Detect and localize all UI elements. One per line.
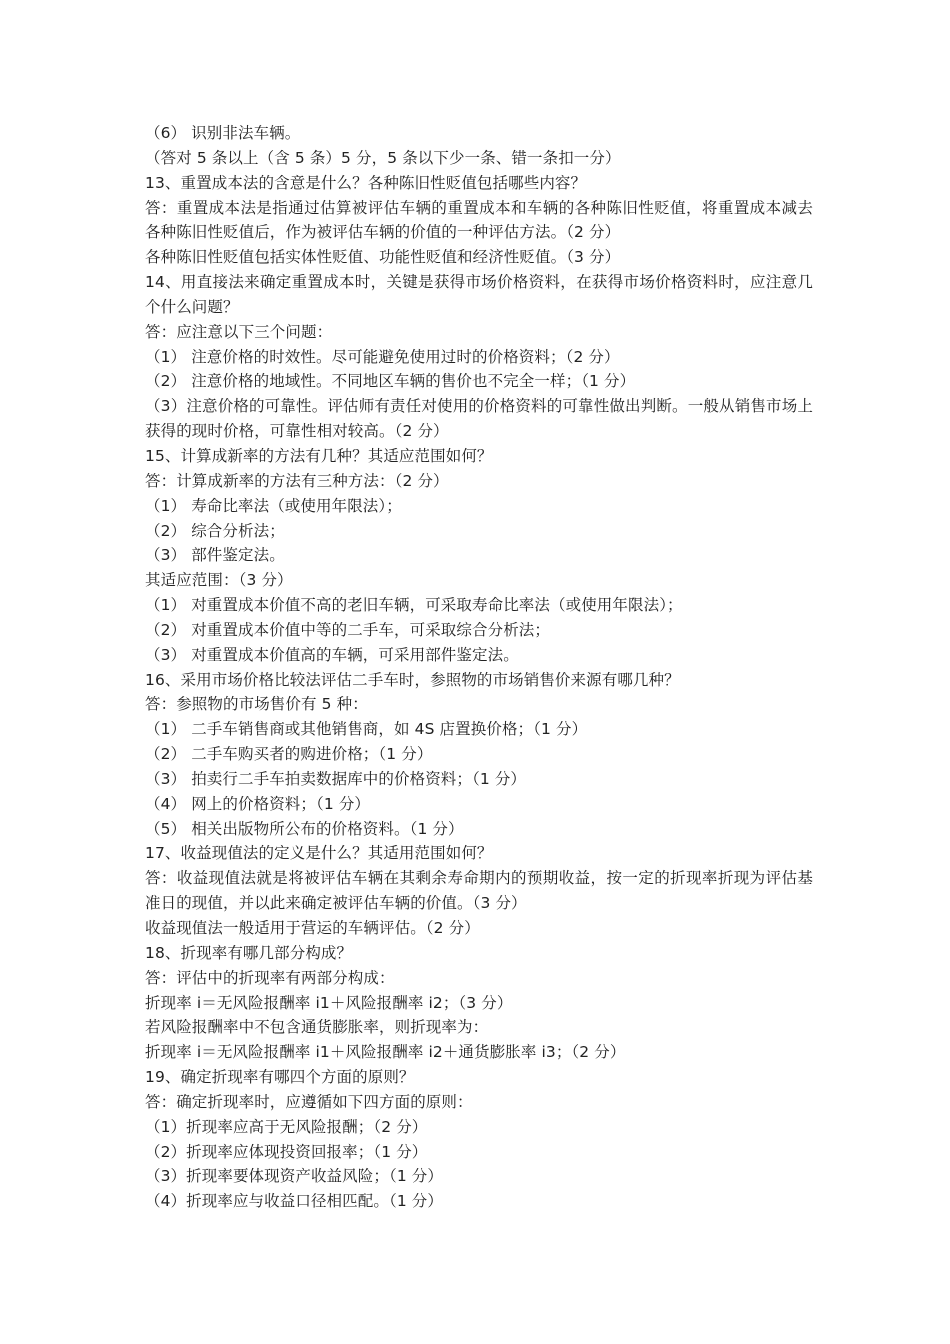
text-line: （3）折现率要体现资产收益风险；（1 分） (145, 1167, 444, 1186)
text-line: 答：重置成本法是指通过估算被评估车辆的重置成本和车辆的各种陈旧性贬值，将重置成本减去各种陈旧性贬值后，作为被评估车辆的价值的一种评估方法。（2 分） (145, 198, 813, 242)
text-line: （2） 对重置成本价值中等的二手车，可采取综合分析法； (145, 620, 550, 639)
text-line: 若风险报酬率中不包含通货膨胀率，则折现率为： (145, 1018, 489, 1037)
text-line: （1） 注意价格的时效性。尽可能避免使用过时的价格资料；（2 分） (145, 347, 620, 366)
text-line: （6） 识别非法车辆。 (145, 124, 301, 142)
text-line: 折现率 i＝无风险报酬率 i1＋风险报酬率 i2；（3 分） (145, 993, 513, 1012)
text-line: 14、用直接法来确定重置成本时，关键是获得市场价格资料，在获得市场价格资料时，应注意几个什么问题？ (145, 273, 813, 316)
text-line: （3） 对重置成本价值高的车辆，可采用部件鉴定法。 (145, 645, 519, 664)
text-line: 17、收益现值法的定义是什么？其适用范围如何？ (145, 844, 493, 863)
text-line: 13、重置成本法的含意是什么？各种陈旧性贬值包括哪些内容？ (145, 173, 587, 192)
text-line: 折现率 i＝无风险报酬率 i1＋风险报酬率 i2＋通货膨胀率 i3；（2 分） (145, 1043, 626, 1062)
text-line: （3） 拍卖行二手车拍卖数据库中的价格资料；（1 分） (145, 769, 527, 788)
text-line: （3）注意价格的可靠性。评估师有责任对使用的价格资料的可靠性做出判断。一般从销售市场上获得的现时价格，可靠性相对较高。（2 分） (145, 397, 813, 441)
text-line: （1） 对重置成本价值不高的老旧车辆，可采取寿命比率法（或使用年限法）； (145, 596, 683, 615)
text-line: （2） 注意价格的地域性。不同地区车辆的售价也不完全一样；（1 分） (145, 372, 636, 391)
text-line: 答：评估中的折现率有两部分构成： (145, 968, 395, 987)
text-line: （2）折现率应体现投资回报率；（1 分） (145, 1142, 428, 1161)
text-line: （1）折现率应高于无风险报酬；（2 分） (145, 1117, 428, 1136)
text-line: （1） 二手车销售商或其他销售商，如 4S 店置换价格；（1 分） (145, 720, 588, 739)
text-line: 其适应范围：（3 分） (145, 571, 293, 590)
document-body (145, 121, 813, 1214)
text-line: （2） 二手车购买者的购进价格；（1 分） (145, 745, 433, 764)
text-line: （1） 寿命比率法（或使用年限法）； (145, 496, 402, 515)
text-line: 答：确定折现率时，应遵循如下四方面的原则： (145, 1092, 473, 1111)
text-line: 答：收益现值法就是将被评估车辆在其剩余寿命期内的预期收益，按一定的折现率折现为评估基准日的现值，并以此来确定被评估车辆的价值。（3 分） (145, 869, 813, 913)
text-line: （4）折现率应与收益口径相匹配。（1 分） (145, 1192, 444, 1211)
text-line: 收益现值法一般适用于营运的车辆评估。（2 分） (145, 919, 480, 937)
text-line: （5） 相关出版物所公布的价格资料。（1 分） (145, 819, 464, 838)
text-line: （4） 网上的价格资料；（1 分） (145, 794, 371, 813)
text-line: 答：计算成新率的方法有三种方法：（2 分） (145, 471, 449, 490)
text-line: （3） 部件鉴定法。 (145, 546, 285, 565)
text-line: 18、折现率有哪几部分构成？ (145, 943, 353, 962)
text-line: 16、采用市场价格比较法评估二手车时，参照物的市场销售价来源有哪几种？ (145, 670, 680, 689)
text-line: （2） 综合分析法； (145, 521, 285, 540)
text-line: （答对 5 条以上（含 5 条）5 分，5 条以下少一条、错一条扣一分） (145, 148, 621, 167)
text-line: 答：应注意以下三个问题： (145, 322, 333, 341)
text-line: 各种陈旧性贬值包括实体性贬值、功能性贬值和经济性贬值。（3 分） (145, 248, 621, 267)
text-line: 15、计算成新率的方法有几种？其适应范围如何？ (145, 446, 493, 465)
text-line: 19、确定折现率有哪四个方面的原则？ (145, 1068, 415, 1087)
text-line: 答：参照物的市场售价有 5 种： (145, 695, 368, 714)
